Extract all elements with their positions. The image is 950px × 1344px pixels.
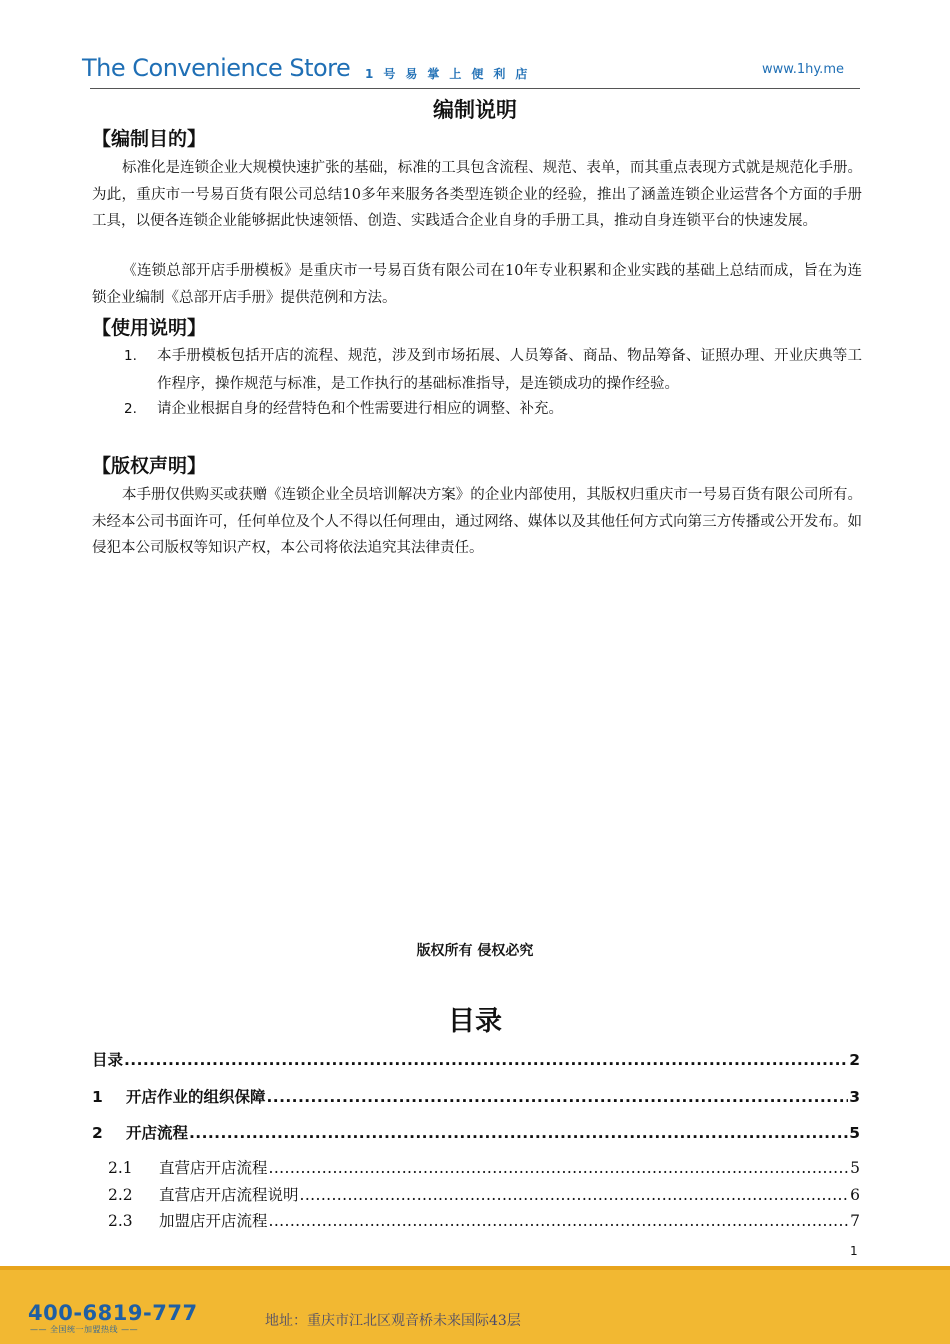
section-heading-usage: 【使用说明】 xyxy=(92,317,207,339)
toc-entry[interactable] xyxy=(92,1156,860,1178)
toc-entry[interactable] xyxy=(92,1209,860,1231)
brand-logo-text: The Convenience Store xyxy=(82,54,351,82)
footer-stripe xyxy=(0,1266,950,1270)
header-divider xyxy=(90,88,860,89)
website-url[interactable]: www.1hy.me xyxy=(762,62,844,77)
toc-entry-page: 3 xyxy=(849,1088,860,1106)
toc-leader-dots xyxy=(300,1186,850,1204)
toc-entry[interactable] xyxy=(92,1183,860,1205)
toc-entry-title: 加盟店开店流程 xyxy=(159,1212,268,1230)
toc-entry-number: 1 xyxy=(92,1088,103,1106)
toc-title: 目录 xyxy=(448,1006,502,1037)
document-title: 编制说明 xyxy=(433,98,517,122)
toc-entry-page: 2 xyxy=(849,1051,860,1069)
copyright-paragraph-text: 本手册仅供购买或获赠《连锁企业全员培训解决方案》的企业内部使用，其版权归重庆市一号易百货有限公司所有。未经本公司书面许可，任何单位及个人不得以任何理由，通过网络、媒体以及其他任何方式向第三方传播或公开发布。如侵犯本公司版权等知识产权，本公司将依法追究其法律责任。 xyxy=(92,487,862,556)
footer-address: 地址：重庆市江北区观音桥未来国际43层 xyxy=(265,1313,521,1329)
usage-item-1-number: 1. xyxy=(124,348,137,364)
toc-entry-title: 开店流程 xyxy=(126,1124,189,1142)
toc-entry[interactable] xyxy=(92,1048,860,1070)
toc-leader-dots xyxy=(267,1088,849,1106)
toc-entry-page: 5 xyxy=(849,1124,860,1142)
toc-entry-page: 6 xyxy=(850,1186,860,1204)
section-heading-purpose: 【编制目的】 xyxy=(92,128,207,150)
page-number: 1 xyxy=(850,1244,858,1258)
toc-leader-dots xyxy=(124,1051,848,1069)
section-heading-copyright: 【版权声明】 xyxy=(92,455,207,477)
toc-entry[interactable] xyxy=(92,1121,860,1143)
toc-entry-number: 2.2 xyxy=(108,1186,133,1204)
hotline-caption: —— 全国统一加盟热线 —— xyxy=(30,1325,139,1334)
usage-item-2-number: 2. xyxy=(124,401,137,417)
toc-entry-page: 5 xyxy=(850,1159,860,1177)
toc-entry-page: 7 xyxy=(850,1212,860,1230)
purpose-paragraph-1-text: 标准化是连锁企业大规模快速扩张的基础，标准的工具包含流程、规范、表单，而其重点表现方式就是规范化手册。为此，重庆市一号易百货有限公司总结10多年来服务各类型连锁企业的经验，推出了涵盖连锁企业运营各个方面的手册工具，以便各连锁企业能够据此快速领悟、创造、实践适合企业自身的手册工具，推动自身连锁平台的快速发展。 xyxy=(92,160,862,229)
purpose-paragraph-2 xyxy=(92,258,862,311)
toc-entry[interactable] xyxy=(92,1085,860,1107)
brand-chinese-name: 1号易掌上便利店 xyxy=(365,67,538,81)
toc-entry-title: 目录 xyxy=(92,1051,124,1069)
copyright-notice: 版权所有 侵权必究 xyxy=(416,943,534,959)
toc-entry-title: 直营店开店流程 xyxy=(159,1159,268,1177)
toc-entry-number: 2.3 xyxy=(108,1212,133,1230)
toc-leader-dots xyxy=(269,1212,850,1230)
purpose-paragraph-1 xyxy=(92,155,862,235)
toc-entry-title: 开店作业的组织保障 xyxy=(126,1088,266,1106)
usage-item-2-text: 请企业根据自身的经营特色和个性需要进行相应的调整、补充。 xyxy=(157,401,563,417)
toc-leader-dots xyxy=(189,1124,848,1142)
hotline-phone[interactable]: 400-6819-777 xyxy=(28,1301,198,1325)
usage-item-1-text: 本手册模板包括开店的流程、规范，涉及到市场拓展、人员筹备、商品、物品筹备、证照办理、开业庆典等工作程序，操作规范与标准，是工作执行的基础标准指导，是连锁成功的操作经验。 xyxy=(157,348,862,392)
toc-entry-number: 2 xyxy=(92,1124,103,1142)
purpose-paragraph-2-text: 《连锁总部开店手册模板》是重庆市一号易百货有限公司在10年专业积累和企业实践的基础上总结而成，旨在为连锁企业编制《总部开店手册》提供范例和方法。 xyxy=(92,263,862,306)
toc-entry-title: 直营店开店流程说明 xyxy=(159,1186,299,1204)
toc-entry-number: 2.1 xyxy=(108,1159,133,1177)
copyright-paragraph xyxy=(92,482,862,562)
toc-leader-dots xyxy=(269,1159,850,1177)
